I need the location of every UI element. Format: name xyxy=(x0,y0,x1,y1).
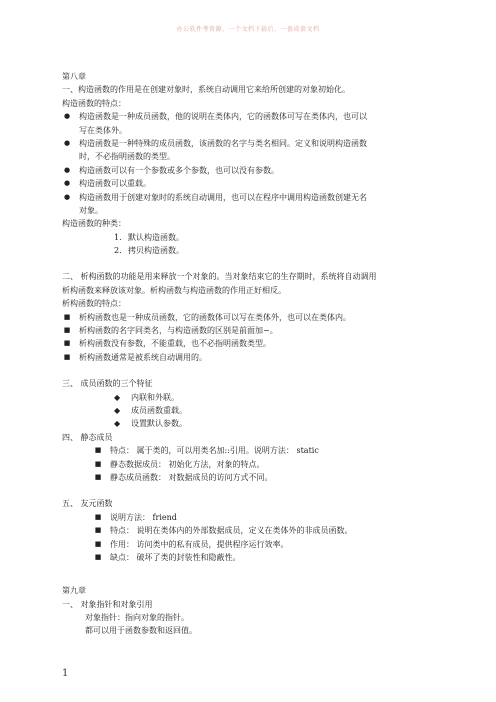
text-line: ■ 析构函数的名字同类名，与构造函数的区别是前面加~。 xyxy=(62,324,442,337)
bullet-square-icon: ■ xyxy=(94,526,102,535)
bullet-square-icon: ■ xyxy=(94,446,102,455)
text-line: ■ 特点： 说明在类体内的外部数据成员，定义在类体外的非成员函数。 xyxy=(62,524,442,537)
text-line: 都可以用于函数参数和返回值。 xyxy=(85,626,197,636)
bullet-square-icon: ■ xyxy=(94,552,102,561)
text-line: 一、构造函数的作用是在创建对象时，系统自动调用它来给所创建的对象初始化。 xyxy=(62,85,350,95)
text-line: 2. 拷贝构造函数。 xyxy=(62,244,442,257)
text-line: 五、 友元函数 xyxy=(62,499,113,509)
text-line: 四、 静态成员 xyxy=(62,432,113,442)
document-body xyxy=(62,70,442,638)
bullet-dot-icon: ● xyxy=(63,179,71,188)
bullet-square-icon: ■ xyxy=(63,339,71,348)
bullet-square-icon: ■ xyxy=(63,352,71,361)
text-line: ■ 析构函数通常是被系统自动调用的。 xyxy=(62,351,442,364)
bullet-dot-icon: ● xyxy=(63,138,71,147)
text-line: ■ 析构函数没有参数，不能重载，也不必指明函数类型。 xyxy=(62,337,442,350)
text-line: ■ 静态成员函数： 对数据成员的访问方式不同。 xyxy=(62,471,442,484)
text-line: 三、 成员函数的三个特征 xyxy=(62,379,153,389)
text-line: ● 构造函数是一种特殊的成员函数，该函数的名字与类名相同。定义和说明构造函数 xyxy=(62,137,442,150)
text-line: ◆ 设置默认参数。 xyxy=(62,417,442,430)
text-line: ■ 缺点： 破坏了类的封装性和隐蔽性。 xyxy=(62,551,442,564)
bullet-diamond-icon: ◆ xyxy=(114,392,121,402)
text-line: ● 构造函数用于创建对象时的系统自动调用，也可以在程序中调用构造函数创建无名 xyxy=(62,191,442,204)
bullet-square-icon: ■ xyxy=(63,312,71,321)
text-line: 1. 默认构造函数。 xyxy=(62,231,442,244)
spacer xyxy=(62,484,442,497)
text-line: ■ 说明方法： friend xyxy=(62,511,442,524)
spacer xyxy=(62,364,442,377)
text-line: 析构函数的特点： xyxy=(62,299,126,309)
bullet-square-icon: ■ xyxy=(94,472,102,481)
text-line: ■ 作用： 访问类中的私有成员，提供程序运行效率。 xyxy=(62,538,442,551)
text-line: ■ 析构函数也是一种成员函数，它的函数体可以写在类体外，也可以在类体内。 xyxy=(62,311,442,324)
text-line: ◆ 成员函数重载。 xyxy=(62,404,442,417)
bullet-dot-icon: ● xyxy=(63,165,71,174)
bullet-dot-icon: ● xyxy=(63,192,71,201)
text-line: 构造函数的种类： xyxy=(62,219,126,229)
text-line: 写在类体外。 xyxy=(79,125,127,135)
watermark: 办公软件考资源，一个文档下载后，一套成套文档 xyxy=(176,26,320,33)
text-line: 一、 对象指针和对象引用 xyxy=(62,599,153,609)
text-line: 时，不必指明函数的类型。 xyxy=(79,152,175,162)
text-line: 对象指针：指向对象的指针。 xyxy=(85,613,189,623)
text-line: 第八章 xyxy=(62,72,86,81)
spacer xyxy=(62,257,442,270)
text-line: ◆ 内联和外联。 xyxy=(62,391,442,404)
bullet-square-icon: ■ xyxy=(94,539,102,548)
bullet-diamond-icon: ◆ xyxy=(114,419,121,429)
bullet-square-icon: ■ xyxy=(94,459,102,468)
list-number: 2. xyxy=(114,246,122,256)
text-line: 二、 析构函数的功能是用来释放一个对象的。当对象结束它的生存期时，系统将自动调用 xyxy=(62,272,377,282)
text-line: 对象。 xyxy=(79,205,103,215)
spacer xyxy=(62,564,442,584)
text-line: ■ 静态数据成员： 初始化方法，对象的特点。 xyxy=(62,458,442,471)
page-number: 1 xyxy=(62,668,69,679)
text-line: 析构函数来释放该对象。析构函数与构造函数的作用正好相反。 xyxy=(62,285,286,295)
bullet-square-icon: ■ xyxy=(63,326,71,335)
text-line: ■ 特点： 属于类的，可以用类名加::引用。说明方法： static xyxy=(62,444,442,457)
bullet-dot-icon: ● xyxy=(63,112,71,121)
text-line: ● 构造函数可以有一个参数或多个参数，也可以没有参数。 xyxy=(62,164,442,177)
text-line: 第九章 xyxy=(62,586,86,596)
bullet-diamond-icon: ◆ xyxy=(114,405,121,415)
text-line: ● 构造函数可以重载。 xyxy=(62,177,442,190)
list-number: 1. xyxy=(114,232,122,242)
text-line: 构造函数的特点： xyxy=(62,98,126,108)
bullet-square-icon: ■ xyxy=(94,512,102,521)
text-line: ● 构造函数是一种成员函数，他的说明在类体内，它的函数体可写在类体内，也可以 xyxy=(62,110,442,123)
